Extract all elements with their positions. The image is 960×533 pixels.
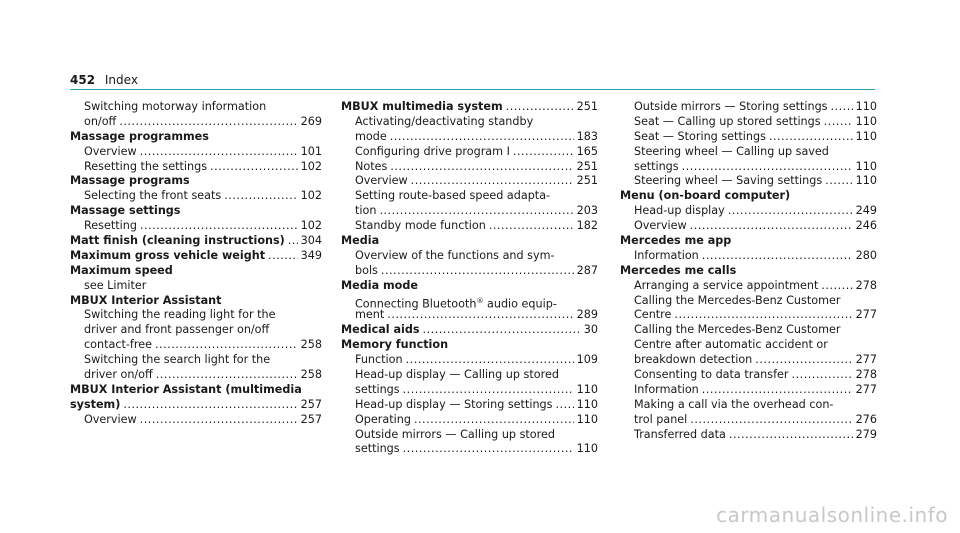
page-ref: 110: [855, 174, 877, 188]
page-ref: 30: [583, 323, 598, 337]
page-ref: 110: [855, 129, 877, 143]
page-ref: 249: [855, 204, 877, 218]
page-ref: 257: [300, 397, 322, 411]
index-heading: Mercedes me app: [620, 234, 732, 248]
index-subentry[interactable]: Standby mode function ..... 182: [341, 219, 598, 234]
index-heading: Maximum speed: [70, 263, 173, 277]
index-subentry[interactable]: Resetting ..... 102: [70, 219, 322, 234]
index-heading: Memory function: [341, 338, 449, 352]
index-heading: Massage programs: [70, 174, 190, 188]
page-ref: 183: [576, 129, 598, 143]
index-subentry[interactable]: settings ..... 110: [341, 383, 598, 398]
page-ref: 278: [855, 278, 877, 292]
watermark: carmanualsonline.info: [716, 503, 948, 527]
index-subentry[interactable]: Information ..... 277: [620, 383, 877, 398]
page-ref: 109: [576, 353, 598, 367]
index-subentry[interactable]: bols ..... 287: [341, 264, 598, 279]
registered-mark: ®: [476, 296, 484, 305]
page-ref: 278: [855, 368, 877, 382]
index-heading-entry[interactable]: system) ..... 257: [70, 398, 322, 413]
index-subentry[interactable]: tion ..... 203: [341, 204, 598, 219]
index-heading-entry[interactable]: Medical aids ..... 30: [341, 323, 598, 338]
page-ref: 102: [300, 159, 322, 173]
index-heading-entry[interactable]: Matt finish (cleaning instructions) ..... 304: [70, 234, 322, 249]
page-ref: 304: [300, 234, 322, 248]
index-crossref[interactable]: see Limiter: [84, 278, 147, 292]
index-subentry[interactable]: Function ..... 109: [341, 353, 598, 368]
page-ref: 110: [855, 159, 877, 173]
page-ref: 182: [576, 219, 598, 233]
page-ref: 258: [300, 368, 322, 382]
page-ref: 277: [855, 382, 877, 396]
page-ref: 251: [576, 159, 598, 173]
index-subentry[interactable]: Selecting the front seats ..... 102: [70, 189, 322, 204]
index-subentry[interactable]: breakdown detection ..... 277: [620, 353, 877, 368]
page-header: [70, 73, 138, 87]
index-subentry: driver and front passenger on/off: [84, 323, 270, 337]
index-subentry[interactable]: Operating ..... 110: [341, 413, 598, 428]
page-ref: 279: [855, 427, 877, 441]
index-subentry[interactable]: Overview ..... 101: [70, 145, 322, 160]
index-subentry[interactable]: contact-free ..... 258: [70, 338, 322, 353]
index-subentry[interactable]: Overview ..... 251: [341, 174, 598, 189]
page-ref: 251: [576, 100, 598, 113]
index-subentry[interactable]: Configuring drive program I ..... 165: [341, 145, 598, 160]
index-subentry[interactable]: Resetting the settings ..... 102: [70, 160, 322, 175]
page-ref: 110: [576, 397, 598, 411]
page-ref: 258: [300, 338, 322, 352]
index-heading: MBUX Interior Assistant (multimedia: [70, 382, 302, 396]
index-subentry[interactable]: driver on/off ..... 258: [70, 368, 322, 383]
index-column-3: [620, 100, 877, 442]
index-subentry[interactable]: Seat — Calling up stored settings ..... 110: [620, 115, 877, 130]
index-subentry[interactable]: Centre ..... 277: [620, 308, 877, 323]
index-subentry: Calling the Mercedes-Benz Customer: [634, 293, 841, 307]
index-subentry: Outside mirrors — Calling up stored: [355, 427, 555, 441]
index-subentry: Centre after automatic accident or: [634, 338, 828, 352]
index-subentry[interactable]: Transferred data ..... 279: [620, 428, 877, 443]
index-subentry: Activating/deactivating standby: [355, 114, 534, 128]
page-ref: 251: [576, 174, 598, 188]
page-ref: 110: [576, 412, 598, 426]
index-subentry[interactable]: Notes ..... 251: [341, 160, 598, 175]
page-ref: 102: [300, 219, 322, 233]
page-ref: 110: [855, 114, 877, 128]
index-subentry[interactable]: ment ..... 289: [341, 308, 598, 323]
index-subentry: Calling the Mercedes-Benz Customer: [634, 323, 841, 337]
index-subentry[interactable]: Steering wheel — Saving settings ..... 110: [620, 174, 877, 189]
index-subentry[interactable]: Head-up display — Storing settings ..... 110: [341, 398, 598, 413]
index-subentry: Making a call via the overhead con-: [634, 397, 834, 411]
index-subentry[interactable]: Information ..... 280: [620, 249, 877, 264]
index-heading: Mercedes me calls: [620, 263, 737, 277]
page-ref: 289: [576, 308, 598, 322]
index-heading: Media: [341, 234, 380, 248]
index-subentry: Switching the search light for the: [84, 353, 271, 367]
page-ref: 110: [855, 100, 877, 113]
page-ref: 101: [300, 144, 322, 158]
page-ref: 276: [855, 412, 877, 426]
index-subentry[interactable]: Consenting to data transfer ..... 278: [620, 368, 877, 383]
index-column-1: [70, 100, 322, 428]
index-heading: Menu (on-board computer): [620, 189, 791, 203]
header-rule: [70, 89, 875, 90]
index-subentry: Steering wheel — Calling up saved: [634, 144, 829, 158]
index-subentry[interactable]: settings ..... 110: [620, 160, 877, 175]
index-subentry: Switching motorway information: [84, 100, 267, 113]
index-subentry: Head-up display — Calling up stored: [355, 368, 559, 382]
index-subentry[interactable]: mode ..... 183: [341, 130, 598, 145]
page-ref: 203: [576, 204, 598, 218]
index-subentry: Overview of the functions and sym-: [355, 248, 555, 262]
index-heading: Massage settings: [70, 204, 181, 218]
index-subentry: Switching the reading light for the: [84, 308, 276, 322]
index-subentry: Connecting Bluetooth® audio equip-: [355, 296, 557, 311]
page-ref: 280: [855, 248, 877, 262]
index-heading-entry[interactable]: Maximum gross vehicle weight ..... 349: [70, 249, 322, 264]
index-subentry[interactable]: Seat — Storing settings ..... 110: [620, 130, 877, 145]
page-ref: 277: [855, 308, 877, 322]
index-heading-entry[interactable]: MBUX multimedia system ..... 251: [341, 100, 598, 115]
page-ref: 110: [576, 382, 598, 396]
page-ref: 102: [300, 189, 322, 203]
index-heading: Media mode: [341, 278, 418, 292]
page-ref: 287: [576, 263, 598, 277]
page-ref: 110: [576, 442, 598, 456]
index-subentry[interactable]: Head-up display ..... 249: [620, 204, 877, 219]
page-ref: 277: [855, 353, 877, 367]
index-subentry[interactable]: Arranging a service appointment ..... 278: [620, 279, 877, 294]
section-title: Index: [104, 73, 138, 87]
index-subentry[interactable]: Overview ..... 257: [70, 413, 322, 428]
page-number: 452: [70, 73, 96, 87]
page-ref: 349: [300, 248, 322, 262]
index-subentry[interactable]: Overview ..... 246: [620, 219, 877, 234]
index-column-2: [341, 100, 598, 457]
index-heading: MBUX Interior Assistant: [70, 293, 222, 307]
page-ref: 269: [300, 114, 322, 128]
page-ref: 246: [855, 219, 877, 233]
page-ref: 165: [576, 144, 598, 158]
index-subentry: Setting route-based speed adapta-: [355, 189, 551, 203]
index-subentry[interactable]: Outside mirrors — Storing settings ..... 110: [620, 100, 877, 115]
index-subentry[interactable]: on/off ..... 269: [70, 115, 322, 130]
index-heading: Massage programmes: [70, 129, 209, 143]
index-subentry[interactable]: settings ..... 110: [341, 442, 598, 457]
index-subentry[interactable]: trol panel ..... 276: [620, 413, 877, 428]
page-ref: 257: [300, 412, 322, 426]
